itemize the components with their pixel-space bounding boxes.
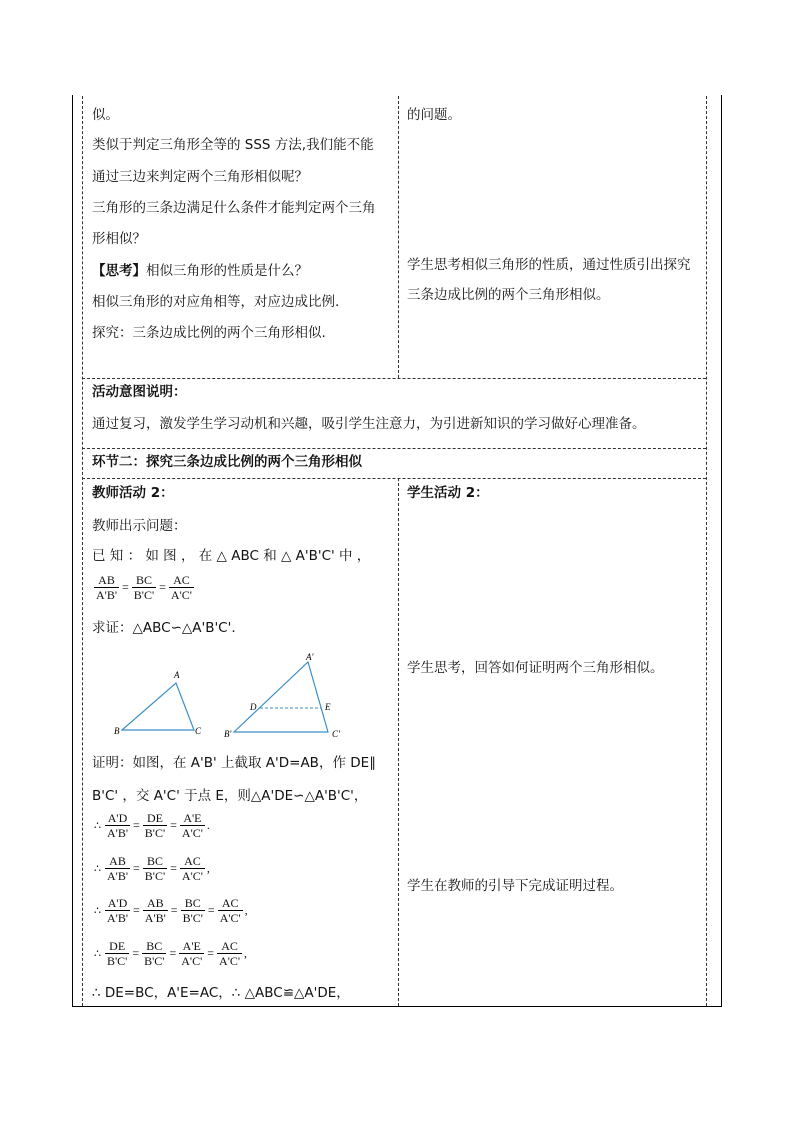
label-D: D	[250, 702, 257, 712]
label-Cp: C'	[332, 729, 340, 739]
row-divider-3	[82, 478, 706, 479]
think-text: 相似三角形的性质是什么？	[146, 263, 308, 279]
prove-line: 求证：△ABC∽△A'B'C'.	[92, 620, 236, 636]
column-divider-bottom	[398, 478, 399, 1006]
conclusion-line: ∴ DE=BC，A'E=AC，∴ △ABC≌△A'DE，	[92, 985, 350, 1001]
section-title: 环节二：探究三条边成比例的两个三角形相似	[92, 454, 362, 470]
think-tag: 【思考】	[92, 263, 146, 279]
proof-ratio-4: ∴ $\frac{DE}{B'C'}$ = $\frac{BC}{B'C'}$ = $\frac{A'E}{A'C'}$ = $\frac{AC}{A'C'}$ ,	[94, 939, 248, 968]
label-Ap: A'	[306, 652, 314, 662]
text-line: 教师出示问题：	[92, 518, 187, 534]
triangle-figure	[110, 650, 360, 742]
proof-ratio-1: ∴ $\frac{A'D}{A'B'}$ = $\frac{DE}{B'C'}$ = $\frac{A'E}{A'C'}$ .	[94, 811, 210, 840]
intent-title: 活动意图说明：	[92, 384, 187, 400]
label-B: B	[114, 726, 120, 736]
known-line: 已 知 ： 如 图 ， 在 △ ABC 和 △ A'B'C' 中 ，	[92, 548, 371, 564]
text-line: 类似于判定三角形全等的 SSS 方法,我们能不能	[92, 137, 374, 153]
text-line: 的问题。	[407, 107, 461, 123]
teacher-title: 教师活动 2：	[92, 485, 174, 501]
row-divider-1	[82, 378, 706, 379]
text-line: 学生思考，回答如何证明两个三角形相似。	[407, 660, 664, 676]
label-Bp: B'	[224, 729, 232, 739]
label-C: C	[195, 726, 202, 736]
text-line: 探究：三条边成比例的两个三角形相似.	[92, 325, 326, 341]
proof-ratio-2: ∴ $\frac{AB}{A'B'}$ = $\frac{BC}{B'C'}$ = $\frac{AC}{A'C'}$ ,	[94, 854, 210, 883]
triangle-abc	[122, 683, 194, 730]
text-line: 学生思考相似三角形的性质，通过性质引出探究	[407, 257, 691, 273]
text-line: 通过三边来判定两个三角形相似呢？	[92, 169, 308, 185]
text-line: 形相似？	[92, 231, 146, 247]
right-inner-border	[706, 96, 707, 1006]
text-line: 相似三角形的对应角相等，对应边成比例.	[92, 294, 340, 310]
intent-text: 通过复习，激发学生学习动机和兴趣，吸引学生注意力，为引进新知识的学习做好心理准备。	[92, 416, 646, 432]
think-line	[92, 262, 308, 280]
row-divider-2	[82, 448, 706, 449]
proof-line: B'C' ，交 A'C' 于点 E，则△A'DE∽△A'B'C'，	[92, 788, 368, 804]
student-title: 学生活动 2：	[407, 485, 489, 501]
proof-ratio-3: ∴ $\frac{A'D}{A'B'}$ = $\frac{AB}{A'B'}$ = $\frac{BC}{B'C'}$ = $\frac{AC}{A'C'}$ ,	[94, 896, 248, 925]
left-inner-border	[82, 96, 83, 1006]
label-A: A	[174, 670, 180, 680]
text-line: 三角形的三条边满足什么条件才能判定两个三角	[92, 200, 376, 216]
text-line: 似。	[92, 107, 119, 123]
proof-line: 证明：如图，在 A'B' 上截取 A'D=AB，作 DE∥	[92, 755, 376, 771]
text-line: 三条边成比例的两个三角形相似。	[407, 287, 610, 303]
triangle-apbpcp	[234, 662, 328, 732]
label-E: E	[325, 702, 331, 712]
text-line: 学生在教师的引导下完成证明过程。	[407, 878, 623, 894]
given-ratio: $\frac{AB}{A'B'}$ = $\frac{BC}{B'C'}$ = $\frac{AC}{A'C'}$	[96, 573, 192, 602]
column-divider-top	[398, 96, 399, 378]
